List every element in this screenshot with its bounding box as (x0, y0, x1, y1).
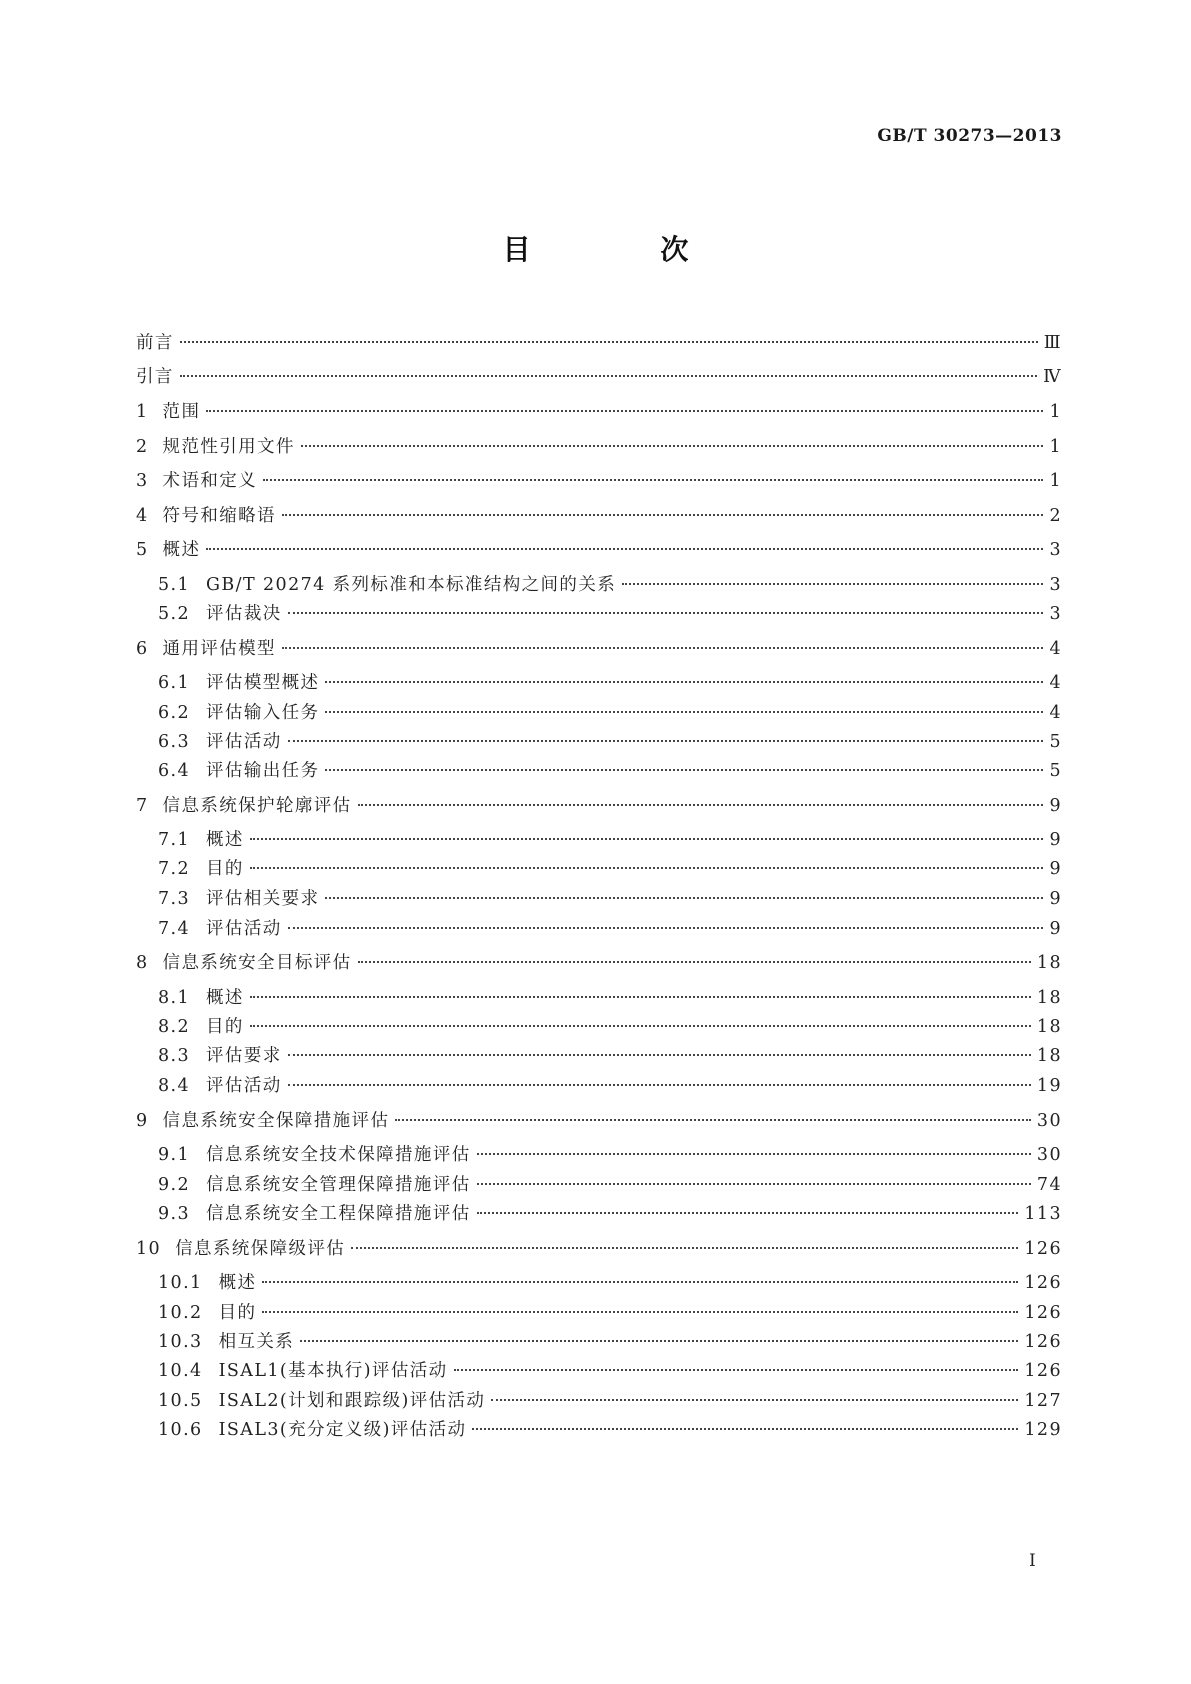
toc-entry[interactable] (136, 1172, 1062, 1198)
toc-entry-label: 规范性引用文件 (162, 437, 295, 457)
toc-entry-page: 18 (1036, 953, 1062, 973)
toc-entry-page: 18 (1036, 1017, 1062, 1037)
toc-entry-number: 8.4 (158, 1076, 191, 1096)
toc-entry-label: 评估活动 (206, 732, 282, 752)
toc-leader-dots (477, 1152, 1031, 1155)
toc-entry[interactable] (136, 1417, 1062, 1443)
toc-leader-dots (300, 1339, 1018, 1342)
toc-entry-number: 7 (136, 796, 149, 816)
toc-entry-number: 6 (136, 639, 149, 659)
toc-entry-number: 9.3 (158, 1204, 191, 1224)
toc-entry-number: 6.3 (158, 732, 191, 752)
toc-entry[interactable] (136, 1201, 1062, 1227)
toc-entry-number: 7.3 (158, 889, 191, 909)
toc-entry-page: 129 (1024, 1420, 1062, 1440)
toc-entry[interactable] (136, 758, 1062, 784)
toc-entry-label: GB/T 20274 系列标准和本标准结构之间的关系 (206, 575, 617, 595)
toc-entry[interactable] (136, 793, 1062, 819)
toc-entry-number: 3 (136, 471, 149, 491)
page-number: I (1029, 1551, 1036, 1571)
toc-entry-page: 9 (1049, 919, 1062, 939)
toc-leader-dots (288, 739, 1044, 742)
toc-entry-label: ISAL3(充分定义级)评估活动 (218, 1420, 467, 1440)
toc-entry-label: 评估活动 (206, 919, 282, 939)
toc-entry-number: 6.2 (158, 703, 191, 723)
toc-entry-page: 18 (1036, 988, 1062, 1008)
toc-entry[interactable] (136, 1014, 1062, 1040)
toc-entry[interactable] (136, 1043, 1062, 1069)
toc-entry-number: 10.4 (158, 1361, 203, 1381)
toc-entry-number: 2 (136, 437, 149, 457)
toc-entry-label: 评估模型概述 (206, 673, 320, 693)
toc-entry-label: 通用评估模型 (162, 639, 276, 659)
toc-entry-number: 9 (136, 1111, 149, 1131)
toc-leader-dots (301, 444, 1044, 447)
toc-entry[interactable] (136, 670, 1062, 696)
toc-entry-page: 9 (1049, 889, 1062, 909)
toc-entry-page: 74 (1036, 1175, 1062, 1195)
toc-leader-dots (395, 1118, 1031, 1121)
toc-entry-label: 范围 (162, 402, 201, 422)
toc-entry[interactable] (136, 1358, 1062, 1384)
toc-entry-number: 5 (136, 540, 149, 560)
page-title: 目 次 (502, 233, 749, 266)
toc-leader-dots (351, 1246, 1018, 1249)
toc-entry-page: 126 (1024, 1303, 1062, 1323)
toc-entry-label: 术语和定义 (162, 471, 258, 491)
toc-leader-dots (250, 837, 1044, 840)
toc-leader-dots (358, 803, 1044, 806)
toc-entry-number: 6.1 (158, 673, 191, 693)
toc-entry-number: 9.1 (158, 1145, 191, 1165)
toc-entry-page: 30 (1036, 1145, 1062, 1165)
toc-entry-number: 6.4 (158, 761, 191, 781)
toc-leader-dots (262, 1280, 1018, 1283)
toc-entry-page: 126 (1024, 1361, 1062, 1381)
toc-leader-dots (180, 374, 1037, 377)
toc-leader-dots (288, 1083, 1031, 1086)
toc-entry-page: 30 (1036, 1111, 1062, 1131)
toc-entry-number: 5.1 (158, 575, 191, 595)
toc-entry[interactable] (136, 1142, 1062, 1168)
toc-leader-dots (250, 995, 1031, 998)
toc-leader-dots (325, 680, 1043, 683)
toc-entry[interactable] (136, 601, 1062, 627)
toc-entry-page: 5 (1049, 732, 1062, 752)
toc-leader-dots (288, 611, 1044, 614)
toc-leader-dots (288, 1053, 1031, 1056)
toc-leader-dots (282, 646, 1044, 649)
toc-entry-page: 2 (1049, 506, 1062, 526)
toc-entry-number: 8 (136, 953, 149, 973)
toc-leader-dots (454, 1368, 1019, 1371)
toc-entry-page: 3 (1049, 540, 1062, 560)
toc-entry-label: 评估输出任务 (206, 761, 320, 781)
toc-leader-dots (491, 1398, 1018, 1401)
toc-entry[interactable] (136, 468, 1062, 494)
toc-entry[interactable] (136, 916, 1062, 942)
toc-entry-label: 概述 (206, 988, 244, 1008)
toc-leader-dots (250, 1024, 1031, 1027)
toc-entry[interactable] (136, 886, 1062, 912)
toc-leader-dots (288, 926, 1044, 929)
toc-entry-page: 126 (1024, 1239, 1062, 1259)
toc-leader-dots (477, 1211, 1019, 1214)
toc-entry-label: 信息系统安全技术保障措施评估 (206, 1145, 471, 1165)
toc-entry-label: 相互关系 (218, 1332, 295, 1352)
toc-entry[interactable] (136, 1108, 1062, 1134)
toc-entry-number: 7.1 (158, 830, 191, 850)
toc-entry-label: 引言 (136, 367, 174, 387)
toc-entry-page: 9 (1049, 859, 1062, 879)
toc-entry-page: Ⅲ (1043, 333, 1062, 353)
toc-leader-dots (206, 409, 1043, 412)
toc-entry-number: 9.2 (158, 1175, 191, 1195)
toc-leader-dots (477, 1182, 1031, 1185)
toc-leader-dots (325, 768, 1043, 771)
toc-entry-page: 5 (1049, 761, 1062, 781)
toc-leader-dots (250, 866, 1044, 869)
toc-entry-label: 评估要求 (206, 1046, 282, 1066)
toc-entry[interactable] (136, 1388, 1062, 1414)
toc-entry-number: 10.1 (158, 1273, 203, 1293)
toc-entry-page: 1 (1049, 402, 1062, 422)
toc-entry-number: 10 (136, 1239, 162, 1259)
toc-entry[interactable] (136, 827, 1062, 853)
toc-entry-label: ISAL1(基本执行)评估活动 (218, 1361, 448, 1381)
toc-entry-label: ISAL2(计划和跟踪级)评估活动 (218, 1391, 486, 1411)
toc-leader-dots (358, 960, 1031, 963)
toc-entry-number: 1 (136, 402, 149, 422)
toc-entry[interactable] (136, 537, 1062, 563)
toc-entry-number: 5.2 (158, 604, 191, 624)
toc-entry[interactable] (136, 572, 1062, 598)
toc-entry[interactable] (136, 330, 1062, 356)
toc-entry[interactable] (136, 729, 1062, 755)
toc-entry-label: 信息系统安全目标评估 (162, 953, 352, 973)
toc-entry-page: Ⅳ (1043, 367, 1062, 387)
toc-entry-label: 评估活动 (206, 1076, 282, 1096)
toc-entry-number: 7.4 (158, 919, 191, 939)
toc-leader-dots (262, 1310, 1018, 1313)
toc-entry-number: 10.6 (158, 1420, 203, 1440)
toc-entry-page: 113 (1024, 1204, 1062, 1224)
toc-entry-page: 9 (1049, 830, 1062, 850)
toc-entry-label: 目的 (206, 859, 244, 879)
toc-entry-number: 8.2 (158, 1017, 191, 1037)
toc-entry-label: 信息系统安全保障措施评估 (162, 1111, 390, 1131)
toc-entry[interactable] (136, 1270, 1062, 1296)
toc-entry-label: 评估相关要求 (206, 889, 320, 909)
toc-entry-number: 10.2 (158, 1303, 203, 1323)
toc-entry-page: 126 (1024, 1332, 1062, 1352)
toc-entry-number: 7.2 (158, 859, 191, 879)
toc-entry[interactable] (136, 1329, 1062, 1355)
toc-entry-page: 4 (1049, 703, 1062, 723)
toc-entry-label: 信息系统安全管理保障措施评估 (206, 1175, 471, 1195)
toc-leader-dots (282, 513, 1044, 516)
toc-entry-number: 10.3 (158, 1332, 203, 1352)
toc-entry[interactable] (136, 434, 1062, 460)
toc-entry-page: 3 (1049, 575, 1062, 595)
toc-entry-label: 符号和缩略语 (162, 506, 276, 526)
toc-entry[interactable] (136, 950, 1062, 976)
toc-entry[interactable] (136, 1300, 1062, 1326)
toc-leader-dots (472, 1427, 1018, 1430)
toc-entry-label: 信息系统安全工程保障措施评估 (206, 1204, 471, 1224)
toc-entry-page: 9 (1049, 796, 1062, 816)
toc-entry-label: 信息系统保障级评估 (175, 1239, 346, 1259)
toc-entry-label: 概述 (218, 1273, 257, 1293)
toc-entry-label: 前言 (136, 333, 174, 353)
toc-entry-page: 126 (1024, 1273, 1062, 1293)
toc-entry-label: 目的 (218, 1303, 257, 1323)
toc-leader-dots (206, 547, 1043, 550)
toc-entry-number: 4 (136, 506, 149, 526)
toc-entry[interactable] (136, 700, 1062, 726)
toc-entry-label: 评估输入任务 (206, 703, 320, 723)
toc-leader-dots (622, 582, 1043, 585)
toc-entry[interactable] (136, 1073, 1062, 1099)
toc-entry[interactable] (136, 364, 1062, 390)
toc-leader-dots (180, 340, 1038, 343)
toc-entry-page: 19 (1036, 1076, 1062, 1096)
toc-leader-dots (263, 478, 1043, 481)
toc-entry-label: 概述 (162, 540, 201, 560)
toc-entry-page: 127 (1024, 1391, 1062, 1411)
toc-entry[interactable] (136, 1236, 1062, 1262)
toc-entry-label: 信息系统保护轮廓评估 (162, 796, 352, 816)
toc-entry-label: 概述 (206, 830, 244, 850)
toc-entry-page: 3 (1049, 604, 1062, 624)
toc-entry[interactable] (136, 399, 1062, 425)
toc-entry-page: 4 (1049, 639, 1062, 659)
toc-entry[interactable] (136, 856, 1062, 882)
standard-code: GB/T 30273—2013 (877, 126, 1062, 146)
toc-entry[interactable] (136, 985, 1062, 1011)
toc-entry[interactable] (136, 503, 1062, 529)
toc-entry[interactable] (136, 636, 1062, 662)
toc-leader-dots (325, 896, 1043, 899)
toc-entry-page: 18 (1036, 1046, 1062, 1066)
toc-entry-number: 8.3 (158, 1046, 191, 1066)
toc-entry-page: 1 (1049, 437, 1062, 457)
toc-entry-label: 评估裁决 (206, 604, 282, 624)
toc-entry-page: 4 (1049, 673, 1062, 693)
toc-entry-page: 1 (1049, 471, 1062, 491)
toc-entry-number: 8.1 (158, 988, 191, 1008)
toc-entry-label: 目的 (206, 1017, 244, 1037)
toc-entry-number: 10.5 (158, 1391, 203, 1411)
toc-leader-dots (325, 710, 1043, 713)
